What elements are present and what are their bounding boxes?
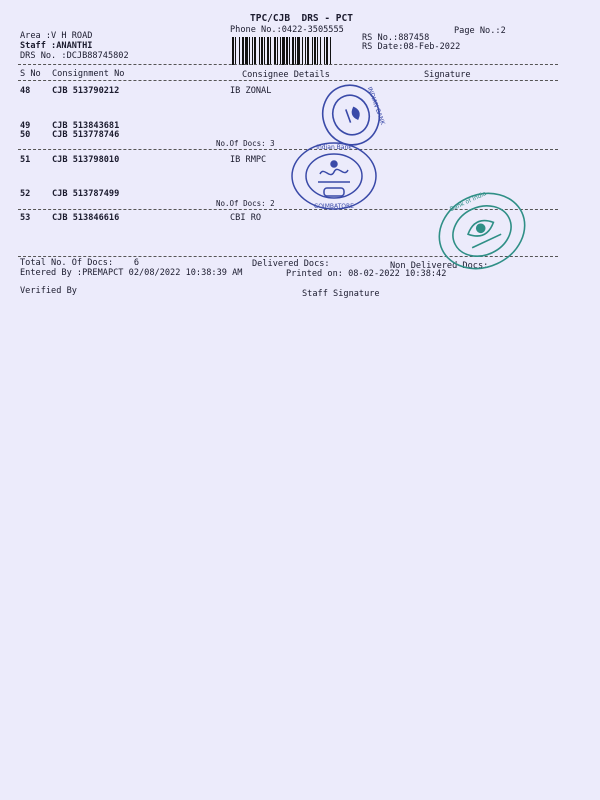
group-doc-count: No.Of Docs: 3 bbox=[216, 139, 275, 148]
row-consignment: CJB 513798010 bbox=[52, 155, 120, 165]
row-consignee: IB ZONAL bbox=[230, 86, 272, 96]
barcode bbox=[231, 37, 357, 65]
row-sno: 53 bbox=[20, 213, 31, 223]
col-consignee: Consignee Details bbox=[242, 70, 330, 80]
area-label: Area :V H ROAD bbox=[20, 31, 93, 41]
drs-number: DRS No. :DCJB88745802 bbox=[20, 51, 129, 61]
total-docs: Total No. Of Docs: 6 bbox=[20, 258, 139, 268]
bank-stamp-3 bbox=[432, 190, 532, 272]
delivered-docs: Delivered Docs: bbox=[252, 259, 330, 269]
row-consignment: CJB 513846616 bbox=[52, 213, 120, 223]
stamp-text: Indian Bank bbox=[316, 144, 352, 151]
stamp-text: Bank of India bbox=[448, 190, 488, 214]
rs-date: RS Date:08-Feb-2022 bbox=[362, 42, 461, 52]
stamp-text: INDIAN BANK bbox=[365, 86, 386, 126]
printed-on: Printed on: 08-02-2022 10:38:42 bbox=[286, 269, 447, 279]
row-sno: 50 bbox=[20, 130, 31, 140]
entered-by: Entered By :PREMAPCT 02/08/2022 10:38:39 AM bbox=[20, 268, 243, 278]
row-sno: 48 bbox=[20, 86, 31, 96]
verified-by: Verified By bbox=[20, 286, 77, 296]
stamp-text: COIMBATORE bbox=[314, 203, 354, 210]
divider bbox=[18, 80, 558, 81]
row-consignment: CJB 513787499 bbox=[52, 189, 120, 199]
row-sno: 49 bbox=[20, 121, 31, 131]
divider bbox=[18, 64, 558, 65]
row-sno: 52 bbox=[20, 189, 31, 199]
row-consignment: CJB 513790212 bbox=[52, 86, 120, 96]
indian-bank-stamp-2 bbox=[288, 140, 380, 212]
col-consignment: Consignment No bbox=[52, 69, 125, 79]
phone-number: Phone No.:0422-3505555 bbox=[230, 25, 344, 35]
row-sno: 51 bbox=[20, 155, 31, 165]
col-sno: S No bbox=[20, 69, 41, 79]
row-consignee: IB RMPC bbox=[230, 155, 267, 165]
row-consignment: CJB 513778746 bbox=[52, 130, 120, 140]
staff-label: Staff :ANANTHI bbox=[20, 41, 93, 51]
indian-bank-stamp-1 bbox=[312, 82, 390, 148]
rs-number: RS No.:887458 bbox=[362, 33, 430, 43]
row-consignee: CBI RO bbox=[230, 213, 262, 223]
non-delivered-docs: Non Delivered Docs: bbox=[390, 261, 489, 271]
page-number: Page No.:2 bbox=[454, 26, 506, 36]
row-consignment: CJB 513843681 bbox=[52, 121, 120, 131]
staff-signature: Staff Signature bbox=[302, 289, 380, 299]
document-title: TPC/CJB DRS - PCT bbox=[250, 13, 353, 24]
col-signature: Signature bbox=[424, 70, 471, 80]
group-doc-count: No.Of Docs: 2 bbox=[216, 199, 275, 208]
